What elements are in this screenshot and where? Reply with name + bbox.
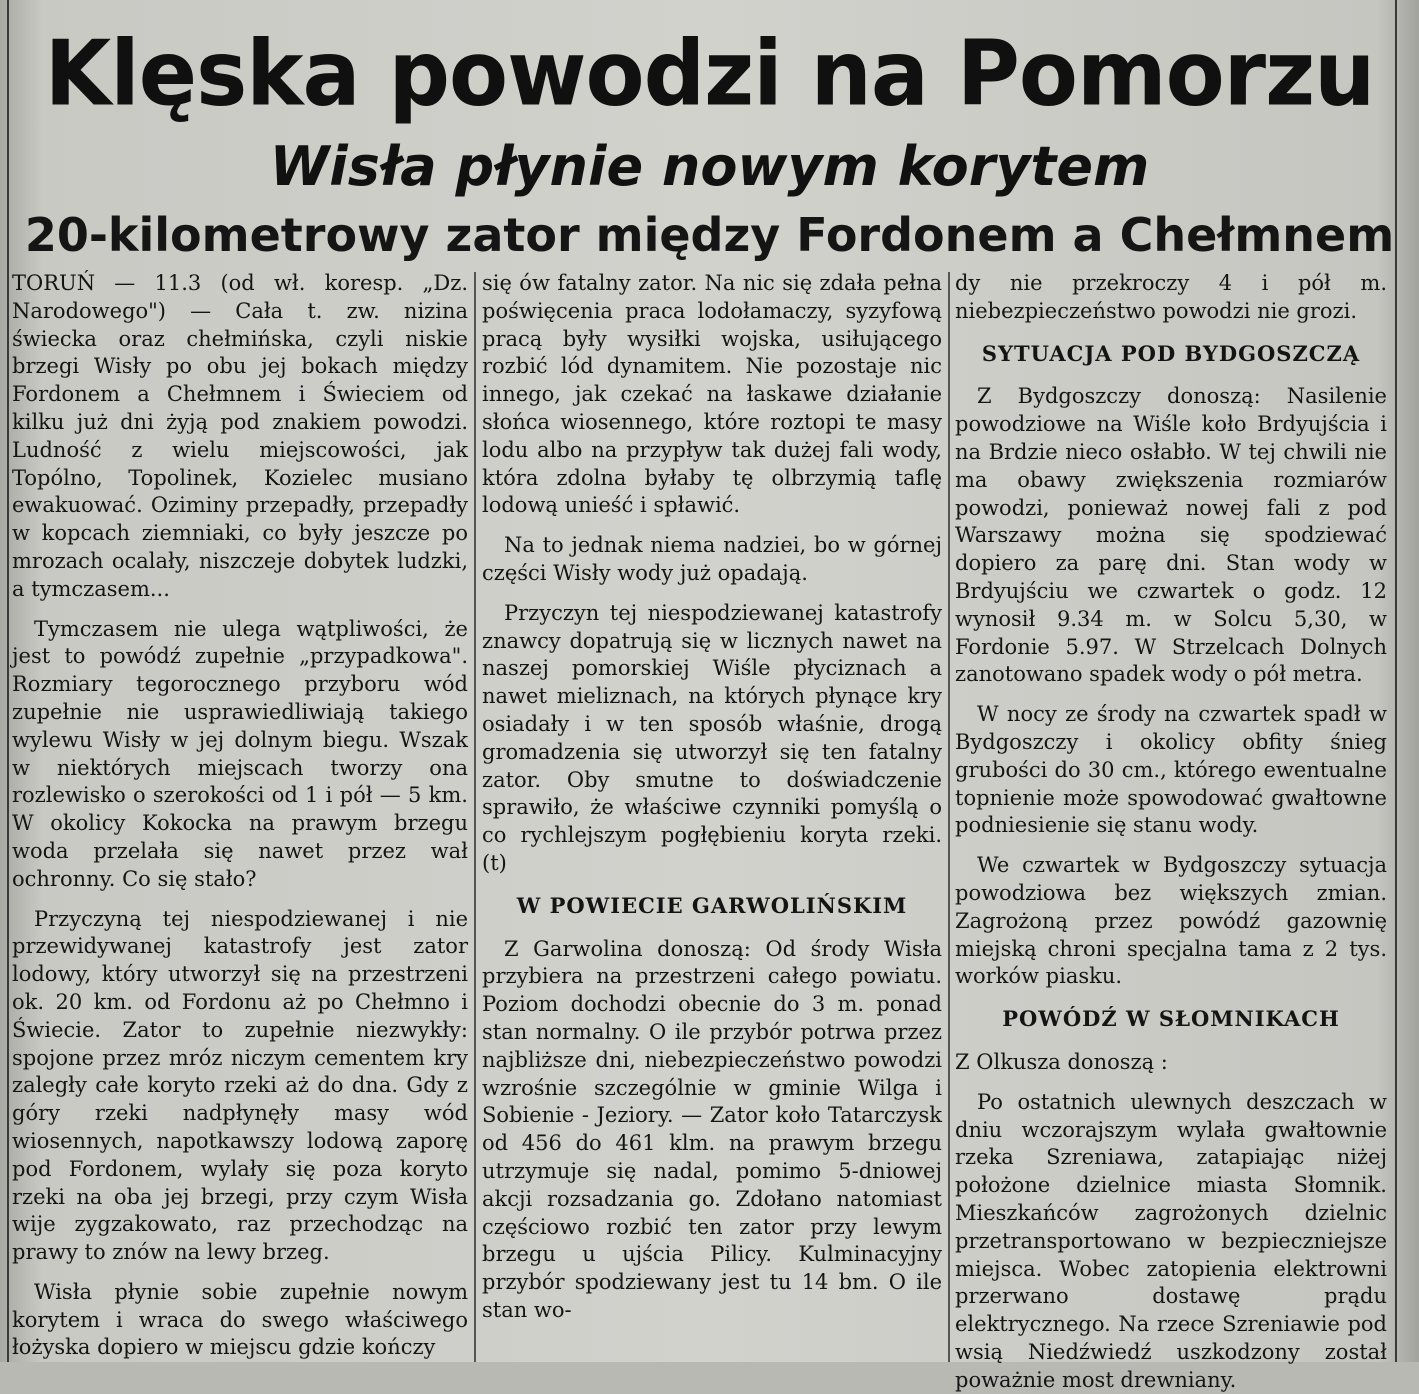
- paragraph: We czwartek w Bydgoszczy sytuacja powodziowa bez większych zmian. Zagrożoną przez powódź gazownię miejską chroni specjalna tama z 2 tys. worków piasku.: [955, 853, 1387, 989]
- article-column-3: [955, 270, 1387, 1392]
- paragraph: się ów fatalny zator. Na nic się zdała pełna poświęcenia praca lodołamaczy, syzyfową pracą były wysiłki wojska, usiłującego rozbić lód dynamitem. Nie pozostaje nic innego, jak czekać na łaskawe działanie słońca wiosennego, które roztopi te masy lodu albo na przypływ tak dużej fali wody, która zdolna byłaby tę olbrzymią taflę lodową unieść i spławić.: [482, 271, 942, 518]
- paragraph-olkusz-dateline: Z Olkusza donoszą :: [955, 1049, 1168, 1074]
- paragraph-torun-dispatch: TORUŃ — 11.3 (od wł. koresp. „Dz. Narodowego") — Cała t. zw. nizina świecka oraz chełmińska, czyli niskie brzegi Wisły po obu jej bokach między Fordonem a Chełmnem i Świeciem od kilku już dni żyją pod znakiem powodzi. Ludność z wielu miejscowości, jak Topólno, Topolinek, Kozielec musiano ewakuować. Oziminy przepadły, przepadły w kopcach ziemniaki, co były jeszcze po mrozach ocalały, niszczeje dobytek ludzki, a tymczasem...: [12, 271, 468, 601]
- paragraph: dy nie przekroczy 4 i pół m. niebezpieczeństwo powodzi nie grozi.: [955, 271, 1387, 323]
- column-divider-1: [474, 272, 476, 1362]
- paragraph: W nocy ze środy na czwartek spadł w Bydgoszczy i okolicy obfity śnieg grubości do 30 cm., którego ewentualne topnienie może spowodować gwałtowne podniesienie się stanu wody.: [955, 702, 1387, 838]
- paragraph: Z Garwolina donoszą: Od środy Wisła przybiera na przestrzeni całego powiatu. Poziom dochodzi obecnie do 3 m. ponad stan normalny. O ile przybór potrwa przez najbliższe dni, niebezpieczeństwo powodzi wzrośnie szczególnie w gminie Wilga i Sobienie - Jeziory. — Zator koło Tatarczysk od 456 do 461 klm. na prawym brzegu utrzymuje się nadal, pomimo 5-dniowej akcji rozsadzania go. Zdołano natomiast częściowo rozbić ten zator przy lewym brzegu u ujścia Pilicy. Kulminacyjny przybór spodziewany jest tu 14 bm. O ile stan wo-: [482, 936, 942, 1322]
- paragraph: Tymczasem nie ulega wątpliwości, że jest to powódź zupełnie „przypadkowa". Rozmiary tegorocznego przyboru wód zupełnie nie usprawiedliwiają takiego wylewu Wisły w jej dolnym biegu. Wszak w niektórych miejscach tworzy ona rozlewisko o szerokości od 1 i pół — 5 km. W okolicy Kokocka na prawym brzegu woda przelała się nawet przez wał ochronny. Co się stało?: [12, 616, 468, 891]
- paragraph: Z Bydgoszczy donoszą: Nasilenie powodziowe na Wiśle koło Brdyujścia i na Brdzie nieco osłabło. W tej chwili nie ma obawy zwiększenia rozmiarów powodzi, ponieważ nowej fali z pod Warszawy można się spodziewać dopiero za parę dni. Stan wody w Brdyujściu we czwartek o godz. 12 wynosił 9.34 m. w Solcu 5,30, w Fordonie 5.97. W Strzelcach Dolnych zanotowano spadek wody o pół metra.: [955, 384, 1387, 687]
- article-column-2: [482, 270, 942, 1362]
- paragraph: Po ostatnich ulewnych deszczach w dniu wczorajszym wylała gwałtownie rzeka Szreniawa, zatapiając niżej położone dzielnice miasta Słomnik. Mieszkańców zagrożonych dzielnic przetransportowano w bezpieczniejsze miejsca. Wobec zatopienia elektrowni przerwano dostawę prądu elektrycznego. Na rzece Szreniawie pod wsią Niedźwiedź uszkodzony został poważnie most drewniany.: [955, 1089, 1387, 1392]
- subheadline-1: Wisła płynie nowym korytem: [269, 135, 1150, 198]
- section-heading-garwolin: W POWIECIE GARWOLIŃSKIM: [516, 892, 908, 918]
- column-divider-2: [948, 272, 950, 1362]
- paragraph: Na to jednak niema nadziei, bo w górnej części Wisły wody już opadają.: [482, 533, 942, 585]
- paragraph: Przyczyn tej niespodziewanej katastrofy znawcy dopatrują się w licznych nawet na naszej pomorskiej Wiśle płyciznach a nawet mieliznach, na których płynące kry osiadały i w ten sposób właśnie, drogą gromadzenia się utworzył się ten fatalny zator. Oby smutne to doświadczenie sprawiło, że właściwe czynniki pomyślą o co rychlejszym pogłębieniu koryta rzeki. (t): [482, 600, 942, 875]
- paragraph: Przyczyną tej niespodziewanej i nie przewidywanej katastrofy jest zator lodowy, który utworzył się na przestrzeni ok. 20 km. od Fordonu aż po Chełmno i Świecie. Zator to zupełnie niezwykły: spojone przez mróz niczym cementem kry zaległy całe koryto rzeki aż do dna. Gdy z góry rzeki nadpłynęły masy wód wiosennych, napotkawszy lodową zaporę pod Fordonem, wylały się poza koryto rzeki na oba jej brzegi, przy czym Wisła wije zygzakowato, raz przechodząc na prawy to znów na lewy brzeg.: [12, 906, 468, 1265]
- article-column-1: [12, 270, 468, 1362]
- paragraph: Wisła płynie sobie zupełnie nowym korytem i wraca do swego właściwego łożyska dopiero w miejscu gdzie kończy: [12, 1279, 468, 1360]
- headline: Klęska powodzi na Pomorzu: [44, 21, 1375, 127]
- subheadline-2: 20-kilometrowy zator między Fordonem a Chełmnem: [24, 208, 1395, 262]
- section-heading-slomniki: POWÓDŹ W SŁOMNIKACH: [1002, 1006, 1340, 1032]
- section-heading-bydgoszcz: SYTUACJA POD BYDGOSZCZĄ: [981, 340, 1361, 366]
